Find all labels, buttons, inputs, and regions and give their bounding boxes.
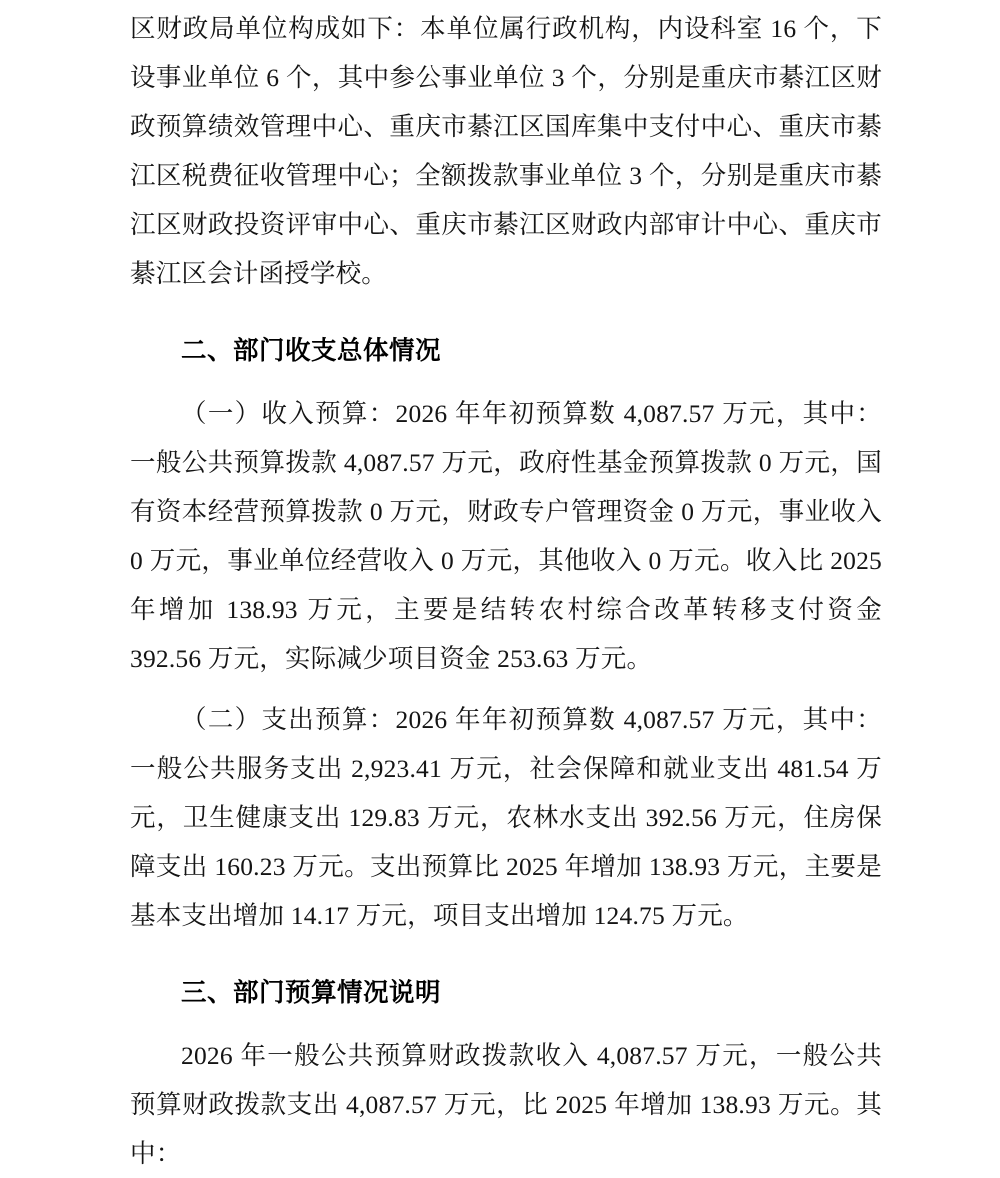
paragraph-income-budget: （一）收入预算：2026 年年初预算数 4,087.57 万元，其中：一般公共预算拨款 4,087.57 万元，政府性基金预算拨款 0 万元，国有资本经营预算拨款 0 万元，财政专户管理资金 0 万元，事业收入 0 万元，事业单位经营收入 0 万元，其他收入 0 万元。收入比 2025 年增加 138.93 万元，主要是结转农村综合改革转移支付资金 392.56 万元，实际减少项目资金 253.63 万元。 [130, 399, 882, 673]
heading-section-three: 三、部门预算情况说明 [181, 978, 442, 1007]
spacer [130, 375, 882, 389]
document-body [130, 0, 882, 1178]
spacer [130, 1017, 882, 1031]
spacer [130, 298, 882, 326]
paragraph-budget-explanation: 2026 年一般公共预算财政拨款收入 4,087.57 万元，一般公共预算财政拨款支出 4,087.57 万元，比 2025 年增加 138.93 万元。其中： [130, 1041, 882, 1168]
spacer [130, 683, 882, 695]
heading-section-two: 二、部门收支总体情况 [181, 336, 442, 365]
paragraph-unit-composition: 区财政局单位构成如下：本单位属行政机构，内设科室 16 个，下设事业单位 6 个，其中参公事业单位 3 个，分别是重庆市綦江区财政预算绩效管理中心、重庆市綦江区国库集中支付中心、重庆市綦江区税费征收管理中心；全额拨款事业单位 3 个，分别是重庆市綦江区财政投资评审中心、重庆市綦江区财政内部审计中心、重庆市綦江区会计函授学校。 [130, 14, 882, 288]
paragraph-expenditure-budget: （二）支出预算：2026 年年初预算数 4,087.57 万元，其中：一般公共服务支出 2,923.41 万元，社会保障和就业支出 481.54 万元，卫生健康支出 129.83 万元，农林水支出 392.56 万元，住房保障支出 160.23 万元。支出预算比 2025 年增加 138.93 万元，主要是基本支出增加 14.17 万元，项目支出增加 124.75 万元。 [130, 705, 882, 930]
spacer [130, 940, 882, 968]
